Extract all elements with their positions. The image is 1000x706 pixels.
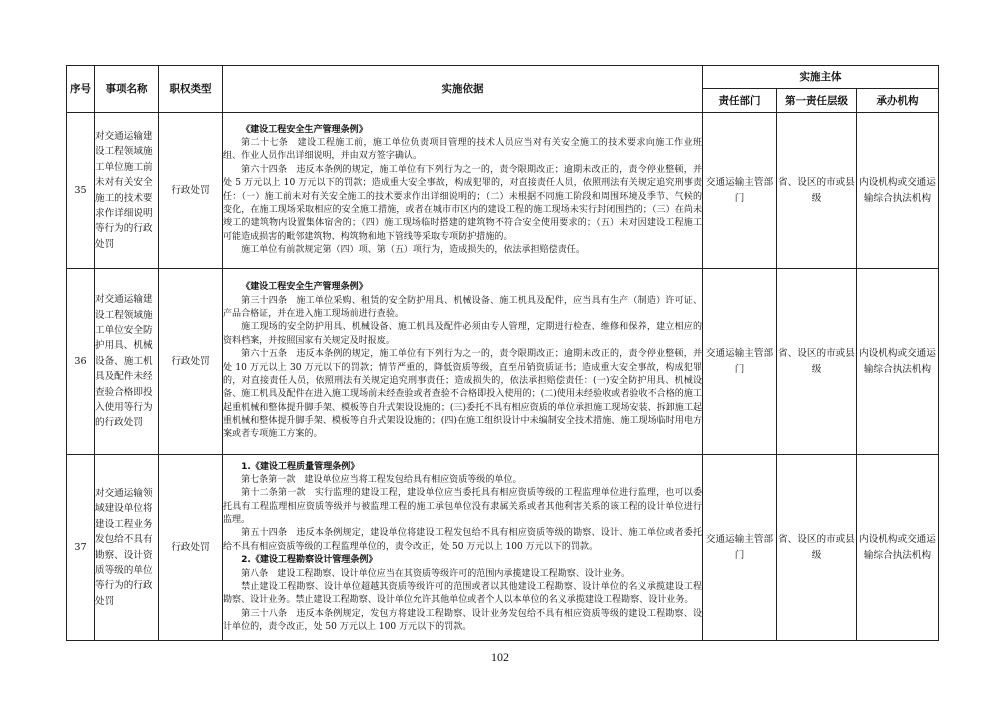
row-seq: 35 xyxy=(67,113,95,269)
header-level: 第一责任层级 xyxy=(777,89,857,113)
table-row xyxy=(67,113,939,269)
basis-paragraph: 第八条 建设工程勘察、设计单位应当在其资质等级许可的范围内承揽建设工程勘察、设计业务。 xyxy=(241,568,631,579)
table-row xyxy=(67,455,939,641)
basis-paragraph: 2.《建设工程勘察设计管理条例》 xyxy=(241,555,378,566)
row-agency: 内设机构或交通运输综合执法机构 xyxy=(857,113,939,269)
row-item-name: 对交通运输建设工程领域施工单位施工前未对有关安全施工的技术要求作详细说明等行为的行政处罚 xyxy=(95,113,159,269)
row-level: 省、设区的市或县级 xyxy=(777,113,857,269)
page-number: 102 xyxy=(491,650,509,664)
row-power-type: 行政处罚 xyxy=(159,455,223,641)
basis-paragraph: 第五十四条 违反本条例规定，建设单位将建设工程发包给不具有相应资质等级的勘察、设计、施工单位或者委托给不具有相应资质等级的工程监理单位的，责令改正，处 50 万元以上 100 万元以下的罚款。 xyxy=(223,528,702,552)
basis-paragraph: 1.《建设工程质量管理条例》 xyxy=(241,461,360,472)
row-agency: 内设机构或交通运输综合执法机构 xyxy=(857,269,939,455)
row-item-name: 对交通运输领域建设单位将建设工程业务发包给不具有勘察、设计资质等级的单位等行为的行政处罚 xyxy=(95,455,159,641)
basis-paragraph: 第七条第一款 建设单位应当将工程发包给具有相应资质等级的单位。 xyxy=(241,475,522,486)
row-power-type: 行政处罚 xyxy=(159,269,223,455)
row-agency: 内设机构或交通运输综合执法机构 xyxy=(857,455,939,641)
header-basis: 实施依据 xyxy=(223,66,703,113)
row-seq: 37 xyxy=(67,455,95,641)
row-power-type: 行政处罚 xyxy=(159,113,223,269)
basis-paragraph: 《建设工程安全生产管理条例》 xyxy=(241,124,368,135)
row-dept: 交通运输主管部门 xyxy=(703,113,777,269)
basis-paragraph: 第二十七条 建设工程施工前，施工单位负责项目管理的技术人员应当对有关安全施工的技术要求向施工作业班组、作业人员作出详细说明，并由双方签字确认。 xyxy=(223,138,702,162)
basis-paragraph: 第十二条第一款 实行监理的建设工程，建设单位应当委托具有相应资质等级的工程监理单位进行监理，也可以委托具有工程监理相应资质等级并与被监理工程的施工承包单位没有隶属关系或者其他利害关系的该工程的设计单位进行监理。 xyxy=(223,488,702,526)
basis-paragraph: 第三十四条 施工单位采购、租赁的安全防护用具、机械设备、施工机具及配件，应当具有生产（制造）许可证、产品合格证，并在进入施工现场前进行查验。 xyxy=(223,295,702,320)
row-item-name: 对交通运输建设工程领域施工单位安全防护用具、机械设备、施工机具及配件未经查验合格即投入使用等行为的行政处罚 xyxy=(95,269,159,455)
header-power-type: 职权类型 xyxy=(159,66,223,113)
basis-paragraph: 第六十四条 违反本条例的规定，施工单位有下列行为之一的，责令限期改正；逾期未改正的，责令停业整顿，并处 5 万元以上 10 万元以下的罚款；造成重大安全事故，构成犯罪的，对直接责任人员，依照刑法有关规定追究刑事责任：（一）施工前未对有关安全施工的技术要求作出详细说明的；（二）未根据不同施工阶段和周围环境及季节、气候的变化，在施工现场采取相应的安全施工措施，或者在城市市区内的建设工程的施工现场未实行封闭围挡的；（三）在尚未竣工的建筑物内设置集体宿舍的；（四）施工现场临时搭建的建筑物不符合安全使用要求的；（五）未对因建设工程施工可能造成损害的毗邻建筑物、构筑物和地下管线等采取专项防护措施的。 xyxy=(223,164,702,242)
row-dept: 交通运输主管部门 xyxy=(703,455,777,641)
table-row xyxy=(67,269,939,455)
row-seq: 36 xyxy=(67,269,95,455)
basis-paragraph: 第六十五条 违反本条例的规定，施工单位有下列行为之一的，责令限期改正；逾期未改正的，责令停业整顿，并处 10 万元以上 30 万元以下的罚款；情节严重的，降低资质等级，直至吊销资质证书；造成重大安全事故，构成犯罪的，对直接责任人员，依照刑法有关规定追究刑事责任；造成损失的，依法承担赔偿责任：(一)安全防护用具、机械设备、施工机具及配件在进入施工现场前未经查验或者查验不合格即投入使用的；(二)使用未经验收或者验收不合格的施工起重机械和整体提升脚手架、模板等自升式架设设施的；(三)委托不具有相应资质的单位承担施工现场安装、拆卸施工起重机械和整体提升脚手架、模板等自升式架设设施的；(四)在施工组织设计中未编制安全技术措施、施工现场临时用电方案或者专项施工方案的。 xyxy=(223,349,702,440)
header-subject: 实施主体 xyxy=(703,66,939,89)
header-agency: 承办机构 xyxy=(857,89,939,113)
header-item-name: 事项名称 xyxy=(95,66,159,113)
header-seq: 序号 xyxy=(67,66,95,113)
row-basis xyxy=(223,113,703,269)
header-dept: 责任部门 xyxy=(703,89,777,113)
basis-paragraph: 施工单位有前款规定第（四）项、第（五）项行为，造成损失的，依法承担赔偿责任。 xyxy=(241,244,585,255)
basis-paragraph: 施工现场的安全防护用具、机械设备、施工机具及配件必须由专人管理，定期进行检查、维修和保养，建立相应的资料档案，并按照国家有关规定及时报废。 xyxy=(223,322,702,346)
row-level: 省、设区的市或县级 xyxy=(777,455,857,641)
row-level: 省、设区的市或县级 xyxy=(777,269,857,455)
row-dept: 交通运输主管部门 xyxy=(703,269,777,455)
row-basis xyxy=(223,455,703,641)
basis-paragraph: 第三十八条 违反本条例规定，发包方将建设工程勘察、设计业务发包给不具有相应资质等级的建设工程勘察、设计单位的，责令改正，处 50 万元以上 100 万元以下的罚款。 xyxy=(223,608,702,632)
enforcement-table xyxy=(66,65,939,641)
row-basis xyxy=(223,269,703,455)
basis-paragraph: 《建设工程安全生产管理条例》 xyxy=(241,282,368,293)
basis-paragraph: 禁止建设工程勘察、设计单位超越其资质等级许可的范围或者以其他建设工程勘察、设计单位的名义承揽建设工程勘察、设计业务。禁止建设工程勘察、设计单位允许其他单位或者个人以本单位的名义承揽建设工程勘察、设计业务。 xyxy=(223,581,702,606)
